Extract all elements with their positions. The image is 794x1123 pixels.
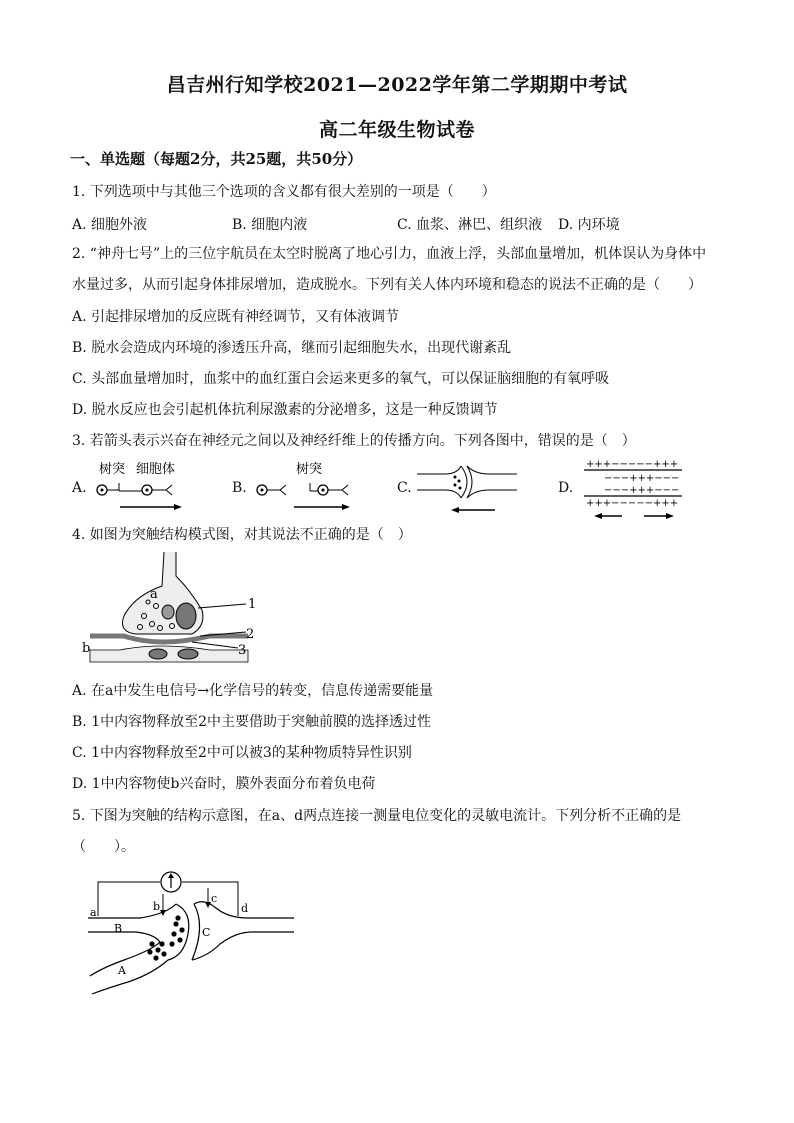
- exam-subtitle: 高二年级生物试卷: [318, 119, 475, 141]
- q3-d-row4: +++−−−−−+++: [586, 498, 679, 509]
- q4-option-d: D. 1中内容物使b兴奋时，膜外表面分布着负电荷: [72, 776, 376, 792]
- q3-d-row2: −−−+++−−−: [604, 473, 680, 484]
- q4-label-1: 1: [248, 597, 257, 612]
- q3-figure-a: [90, 458, 200, 516]
- q1-option-d: D. 内环境: [558, 217, 620, 233]
- q2-option-c: C. 头部血量增加时，血浆中的血红蛋白会运来更多的氧气，可以保证脑细胞的有氧呼吸: [72, 371, 610, 387]
- q4-stem: 4. 如图为突触结构模式图，对其说法不正确的是（ ）: [72, 527, 412, 543]
- q3-d-row1: +++−−−−−+++: [586, 459, 679, 470]
- q5-label-A: A: [118, 964, 126, 977]
- q4-option-b: B. 1中内容物释放至2中主要借助于突触前膜的选择透过性: [72, 714, 432, 730]
- q3-figure-c: [415, 460, 525, 518]
- q5-label-c: c: [211, 892, 218, 905]
- q5-label-a: a: [90, 906, 97, 919]
- q3-figure-b: [250, 458, 370, 516]
- q4-label-3: 3: [238, 643, 247, 658]
- q2-option-b: B. 脱水会造成内环境的渗透压升高，继而引起细胞失水，出现代谢紊乱: [72, 340, 512, 356]
- q3-option-b: B.: [232, 480, 247, 496]
- q3-option-d: D.: [558, 480, 574, 496]
- q5-stem-line1: 5. 下图为突触的结构示意图，在a、d两点连接一测量电位变化的灵敏电流计。下列分析不正确的是: [72, 808, 682, 824]
- q3-d-row3: −−−+++−−−: [604, 485, 680, 496]
- q3-a-dendrite-label: 树突: [99, 462, 126, 477]
- q3-stem: 3. 若箭头表示兴奋在神经元之间以及神经纤维上的传播方向。下列各图中，错误的是（ ）: [72, 433, 636, 449]
- q4-label-a: a: [150, 587, 158, 602]
- q4-option-c: C. 1中内容物释放至2中可以被3的某种物质特异性识别: [72, 745, 412, 761]
- q5-label-C: C: [202, 926, 211, 939]
- q5-label-b: b: [153, 900, 161, 913]
- q4-synapse-figure: [80, 550, 280, 665]
- q4-option-a: A. 在a中发生电信号→化学信号的转变，信息传递需要能量: [72, 683, 434, 699]
- q2-option-a: A. 引起排尿增加的反应既有神经调节，又有体液调节: [72, 309, 400, 325]
- q5-synapse-figure: [80, 864, 300, 1000]
- q3-figure-d: [582, 456, 688, 522]
- q2-option-d: D. 脱水反应也会引起机体抗利尿激素的分泌增多，这是一种反馈调节: [72, 402, 498, 418]
- exam-title: 昌吉州行知学校2021—2022学年第二学期期中考试: [166, 74, 628, 96]
- q3-option-c: C.: [397, 480, 412, 496]
- section-heading: 一、单选题（每题2分，共25题，共50分）: [70, 150, 363, 168]
- q2-stem-line1: 2. “神舟七号”上的三位宇航员在太空时脱离了地心引力，血液上浮，头部血量增加，机体误认为身体中: [72, 246, 707, 262]
- q2-stem-line2: 水量过多，从而引起身体排尿增加，造成脱水。下列有关人体内环境和稳态的说法不正确的是（ ）: [72, 277, 702, 293]
- q1-option-a: A. 细胞外液: [72, 217, 148, 233]
- q3-b-dendrite-label: 树突: [296, 462, 323, 477]
- q3-option-a: A.: [72, 480, 87, 496]
- q5-label-B: B: [114, 922, 123, 935]
- q3-a-cellbody-label: 细胞体: [136, 462, 176, 477]
- q4-label-b: b: [82, 641, 91, 656]
- q1-option-b: B. 细胞内液: [232, 217, 308, 233]
- q1-stem: 1. 下列选项中与其他三个选项的含义都有很大差别的一项是（ ）: [72, 184, 496, 200]
- q5-stem-line2: （ ）。: [72, 839, 135, 855]
- q1-option-c: C. 血浆、淋巴、组织液: [397, 217, 543, 233]
- q4-label-2: 2: [246, 627, 255, 642]
- q5-label-d: d: [241, 902, 249, 915]
